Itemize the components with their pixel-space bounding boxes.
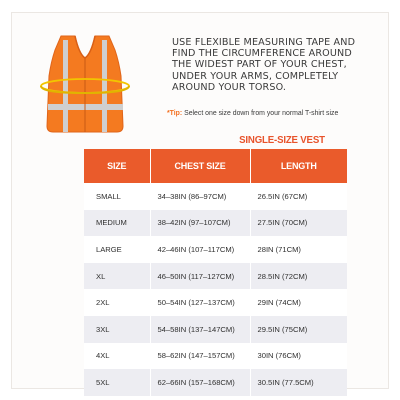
cell-chest: 38–42IN (97–107CM) [150,210,250,237]
cell-chest: 34–38IN (86–97CM) [150,183,250,210]
instruction-line: THE WIDEST PART OF YOUR CHEST, [172,59,347,71]
instruction-line: USE FLEXIBLE MEASURING TAPE AND [172,37,356,48]
size-table [84,149,347,396]
table-header-row [84,149,347,183]
table-row [84,369,347,396]
table-row [84,183,347,210]
cell-length: 26.5IN (67CM) [250,183,347,210]
cell-size: 3XL [84,316,150,343]
header-length: LENGTH [250,149,347,183]
table-row [84,263,347,290]
cell-size: LARGE [84,236,150,263]
cell-size: SMALL [84,183,150,210]
table-row [84,343,347,370]
cell-length: 29.5IN (75CM) [250,316,347,343]
cell-size: 5XL [84,369,150,396]
table-row [84,210,347,237]
header-chest-size: CHEST SIZE [150,149,250,183]
sizing-tip [167,110,392,117]
cell-chest: 46–50IN (117–127CM) [150,263,250,290]
table-row [84,236,347,263]
cell-length: 28.5IN (72CM) [250,263,347,290]
cell-size: XL [84,263,150,290]
cell-length: 28IN (71CM) [250,236,347,263]
cell-length: 27.5IN (70CM) [250,210,347,237]
cell-size: 4XL [84,343,150,370]
table-row [84,316,347,343]
tip-text: Select one size down from your normal T-shirt size [182,110,339,117]
instruction-line: AROUND YOUR TORSO. [172,81,287,93]
cell-size: MEDIUM [84,210,150,237]
vest-illustration [39,28,131,138]
cell-length: 30.5IN (77.5CM) [250,369,347,396]
instruction-line: FIND THE CIRCUMFERENCE AROUND [172,48,352,60]
cell-size: 2XL [84,289,150,316]
size-chart-card [11,12,389,389]
cell-length: 29IN (74CM) [250,289,347,316]
cell-chest: 50–54IN (127–137CM) [150,289,250,316]
cell-length: 30IN (76CM) [250,343,347,370]
cell-chest: 54–58IN (137–147CM) [150,316,250,343]
vest-type-title: SINGLE-SIZE VEST [239,134,325,146]
cell-chest: 58–62IN (147–157CM) [150,343,250,370]
tip-label: *Tip: [167,110,183,117]
cell-chest: 42–46IN (107–117CM) [150,236,250,263]
instruction-line: UNDER YOUR ARMS, COMPLETELY [172,70,339,82]
table-row [84,289,347,316]
header-size: SIZE [84,149,150,183]
cell-chest: 62–66IN (157–168CM) [150,369,250,396]
safety-vest-icon [39,28,131,138]
measuring-instructions [172,37,387,93]
